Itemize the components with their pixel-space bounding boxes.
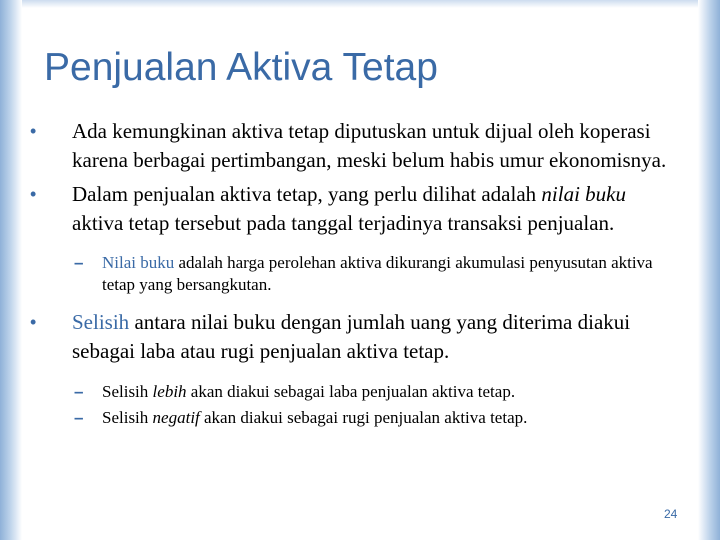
bullet-text: Dalam penjualan aktiva tetap, yang perlu dilihat adalah	[72, 182, 542, 206]
slide-title: Penjualan Aktiva Tetap	[44, 46, 438, 89]
sub-bullet-text: akan diakui sebagai rugi penjualan aktiva tetap.	[199, 408, 528, 427]
sub-bullet-text: adalah harga perolehan aktiva dikurangi akumulasi penyusutan aktiva tetap yang bersangkutan.	[102, 253, 653, 294]
bullet-marker: •	[30, 312, 37, 332]
bullet-item-2	[28, 180, 678, 238]
dash-marker: –	[74, 253, 84, 272]
term-highlight: Selisih	[72, 310, 130, 334]
sub-bullet-text: Selisih	[102, 382, 153, 401]
sub-bullet-item-2	[28, 381, 678, 403]
page-number: 24	[664, 507, 678, 521]
sub-bullet-item-3	[28, 407, 678, 429]
dash-marker: –	[74, 382, 84, 401]
right-edge-gradient	[698, 0, 720, 540]
bullet-item-3	[28, 308, 678, 366]
sub-bullet-text: akan diakui sebagai laba penjualan aktiva tetap.	[186, 382, 516, 401]
bullet-text: antara nilai buku dengan jumlah uang yang diterima diakui sebagai laba atau rugi penjualan aktiva tetap.	[72, 310, 631, 363]
bullet-item-1	[28, 117, 678, 175]
bullet-text: Ada kemungkinan aktiva tetap diputuskan untuk dijual oleh koperasi karena berbagai pertimbangan, meski belum habis umur ekonomisnya.	[72, 119, 667, 172]
sub-bullet-item-1	[28, 252, 678, 296]
bullet-marker: •	[30, 121, 37, 141]
left-edge-gradient	[0, 0, 22, 540]
term-highlight: Nilai buku	[102, 253, 175, 272]
dash-marker: –	[74, 408, 84, 427]
emphasis-negatif: negatif	[152, 408, 200, 427]
top-edge-gradient	[0, 0, 720, 8]
bullet-text: aktiva tetap tersebut pada tanggal terjadinya transaksi penjualan.	[72, 211, 615, 235]
sub-bullet-text: Selisih	[102, 408, 153, 427]
emphasis-lebih: lebih	[152, 382, 187, 401]
slide-content	[28, 117, 678, 429]
emphasis-nilai-buku: nilai buku	[541, 182, 626, 206]
bullet-marker: •	[30, 184, 37, 204]
